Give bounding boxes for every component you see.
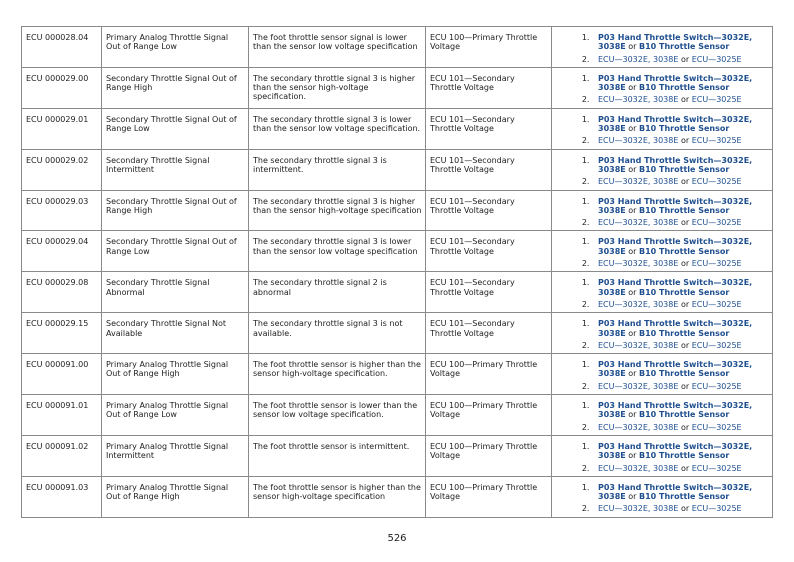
dtc-name: Secondary Throttle Signal Abnormal [102, 272, 249, 313]
dtc-description: The secondary throttle signal 3 is higher than the sensor high-voltage specification [249, 190, 426, 231]
dtc-description: The secondary throttle signal 3 is not available. [249, 313, 426, 354]
dtc-description: The foot throttle sensor is higher than the sensor high-voltage specification. [249, 354, 426, 395]
dtc-fix [552, 190, 773, 231]
dtc-fix [552, 354, 773, 395]
fix-step-1: 1. P03 Hand Throttle Switch—3032E, 3038E or B10 Throttle Sensor [592, 483, 769, 502]
dtc-code: ECU 000029.04 [22, 231, 102, 272]
fix-step-2: 2. ECU—3032E, 3038E or ECU—3025E [592, 55, 769, 64]
fix-step-2: 2. ECU—3032E, 3038E or ECU—3025E [592, 95, 769, 104]
table-row [22, 149, 773, 190]
dtc-code: ECU 000029.01 [22, 108, 102, 149]
fix-step-1: 1. P03 Hand Throttle Switch—3032E, 3038E or B10 Throttle Sensor [592, 33, 769, 52]
hand-throttle-link[interactable]: P03 Hand Throttle Switch—3032E, 3038E [598, 73, 753, 93]
ecu-3025e-link[interactable]: ECU—3025E [691, 177, 742, 187]
dtc-fix [552, 149, 773, 190]
ecu-link[interactable]: ECU—3032E, 3038E [598, 259, 679, 269]
ecu-3025e-link[interactable]: ECU—3025E [691, 299, 742, 309]
throttle-sensor-link[interactable]: B10 Throttle Sensor [639, 205, 730, 215]
fix-step-2: 2. ECU—3032E, 3038E or ECU—3025E [592, 423, 769, 432]
ecu-link[interactable]: ECU—3032E, 3038E [598, 381, 679, 391]
dtc-description: The foot throttle sensor is higher than the sensor high-voltage specification [249, 476, 426, 517]
ecu-link[interactable]: ECU—3032E, 3038E [598, 422, 679, 432]
ecu-3025e-link[interactable]: ECU—3025E [691, 463, 742, 473]
ecu-3025e-link[interactable]: ECU—3025E [691, 422, 742, 432]
ecu-link[interactable]: ECU—3032E, 3038E [598, 136, 679, 146]
ecu-3025e-link[interactable]: ECU—3025E [691, 259, 742, 269]
dtc-description: The secondary throttle signal 2 is abnormal [249, 272, 426, 313]
dtc-code: ECU 000091.01 [22, 395, 102, 436]
ecu-link[interactable]: ECU—3032E, 3038E [598, 54, 679, 64]
table-row [22, 27, 773, 68]
table-row [22, 108, 773, 149]
dtc-source: ECU 100—Primary Throttle Voltage [426, 476, 552, 517]
dtc-name: Primary Analog Throttle Signal Out of Range Low [102, 395, 249, 436]
ecu-link[interactable]: ECU—3032E, 3038E [598, 299, 679, 309]
fix-step-1: 1. P03 Hand Throttle Switch—3032E, 3038E or B10 Throttle Sensor [592, 197, 769, 216]
fix-step-2: 2. ECU—3032E, 3038E or ECU—3025E [592, 464, 769, 473]
dtc-name: Secondary Throttle Signal Out of Range High [102, 67, 249, 108]
dtc-code: ECU 000029.03 [22, 190, 102, 231]
ecu-3025e-link[interactable]: ECU—3025E [691, 136, 742, 146]
fix-step-1: 1. P03 Hand Throttle Switch—3032E, 3038E or B10 Throttle Sensor [592, 360, 769, 379]
throttle-sensor-link[interactable]: B10 Throttle Sensor [639, 451, 730, 461]
ecu-3025e-link[interactable]: ECU—3025E [691, 54, 742, 64]
dtc-source: ECU 100—Primary Throttle Voltage [426, 27, 552, 68]
fix-step-1: 1. P03 Hand Throttle Switch—3032E, 3038E or B10 Throttle Sensor [592, 74, 769, 93]
dtc-name: Primary Analog Throttle Signal Out of Range Low [102, 27, 249, 68]
ecu-3025e-link[interactable]: ECU—3025E [691, 381, 742, 391]
hand-throttle-link[interactable]: P03 Hand Throttle Switch—3032E, 3038E [598, 441, 753, 461]
dtc-source: ECU 101—Secondary Throttle Voltage [426, 108, 552, 149]
hand-throttle-link[interactable]: P03 Hand Throttle Switch—3032E, 3038E [598, 155, 753, 174]
dtc-source: ECU 100—Primary Throttle Voltage [426, 354, 552, 395]
dtc-description: The secondary throttle signal 3 is higher than the sensor high-voltage specification. [249, 67, 426, 108]
fix-step-1: 1. P03 Hand Throttle Switch—3032E, 3038E or B10 Throttle Sensor [592, 442, 769, 461]
fix-step-2: 2. ECU—3032E, 3038E or ECU—3025E [592, 259, 769, 268]
dtc-name: Secondary Throttle Signal Out of Range Low [102, 231, 249, 272]
table-row [22, 354, 773, 395]
dtc-source: ECU 101—Secondary Throttle Voltage [426, 149, 552, 190]
dtc-fix [552, 395, 773, 436]
throttle-sensor-link[interactable]: B10 Throttle Sensor [639, 328, 730, 338]
dtc-fix [552, 313, 773, 354]
dtc-code: ECU 000029.00 [22, 67, 102, 108]
ecu-3025e-link[interactable]: ECU—3025E [691, 218, 742, 228]
dtc-source: ECU 101—Secondary Throttle Voltage [426, 67, 552, 108]
dtc-table [21, 26, 773, 518]
table-row [22, 231, 773, 272]
dtc-fix [552, 27, 773, 68]
fix-step-2: 2. ECU—3032E, 3038E or ECU—3025E [592, 218, 769, 227]
fix-step-1: 1. P03 Hand Throttle Switch—3032E, 3038E or B10 Throttle Sensor [592, 156, 769, 175]
dtc-description: The foot throttle sensor is intermittent. [249, 435, 426, 476]
hand-throttle-link[interactable]: P03 Hand Throttle Switch—3032E, 3038E [598, 482, 753, 502]
dtc-description: The foot throttle sensor signal is lower than the sensor low voltage specification [249, 27, 426, 68]
dtc-description: The secondary throttle signal 3 is intermittent. [249, 149, 426, 190]
dtc-code: ECU 000029.08 [22, 272, 102, 313]
dtc-description: The foot throttle sensor is lower than the sensor low voltage specification. [249, 395, 426, 436]
hand-throttle-link[interactable]: P03 Hand Throttle Switch—3032E, 3038E [598, 278, 753, 297]
dtc-fix [552, 435, 773, 476]
fix-step-1: 1. P03 Hand Throttle Switch—3032E, 3038E or B10 Throttle Sensor [592, 319, 769, 338]
dtc-fix [552, 476, 773, 517]
hand-throttle-link[interactable]: P03 Hand Throttle Switch—3032E, 3038E [598, 33, 753, 52]
throttle-sensor-link[interactable]: B10 Throttle Sensor [639, 124, 730, 134]
dtc-description: The secondary throttle signal 3 is lower than the sensor low voltage specification [249, 231, 426, 272]
ecu-link[interactable]: ECU—3032E, 3038E [598, 463, 679, 473]
dtc-code: ECU 000091.03 [22, 476, 102, 517]
dtc-description: The secondary throttle signal 3 is lower than the sensor low voltage specification. [249, 108, 426, 149]
dtc-source: ECU 101—Secondary Throttle Voltage [426, 190, 552, 231]
hand-throttle-link[interactable]: P03 Hand Throttle Switch—3032E, 3038E [598, 114, 753, 134]
fix-step-2: 2. ECU—3032E, 3038E or ECU—3025E [592, 300, 769, 309]
hand-throttle-link[interactable]: P03 Hand Throttle Switch—3032E, 3038E [598, 319, 753, 338]
table-row [22, 395, 773, 436]
dtc-code: ECU 000028.04 [22, 27, 102, 68]
dtc-source: ECU 100—Primary Throttle Voltage [426, 395, 552, 436]
dtc-code: ECU 000091.02 [22, 435, 102, 476]
fix-step-2: 2. ECU—3032E, 3038E or ECU—3025E [592, 136, 769, 145]
ecu-3025e-link[interactable]: ECU—3025E [691, 504, 742, 514]
throttle-sensor-link[interactable]: B10 Throttle Sensor [639, 287, 730, 297]
dtc-source: ECU 101—Secondary Throttle Voltage [426, 313, 552, 354]
throttle-sensor-link[interactable]: B10 Throttle Sensor [639, 369, 730, 379]
fix-step-1: 1. P03 Hand Throttle Switch—3032E, 3038E or B10 Throttle Sensor [592, 115, 769, 134]
ecu-link[interactable]: ECU—3032E, 3038E [598, 218, 679, 228]
throttle-sensor-link[interactable]: B10 Throttle Sensor [639, 83, 730, 93]
dtc-name: Primary Analog Throttle Signal Intermittent [102, 435, 249, 476]
fix-step-1: 1. P03 Hand Throttle Switch—3032E, 3038E or B10 Throttle Sensor [592, 401, 769, 420]
hand-throttle-link[interactable]: P03 Hand Throttle Switch—3032E, 3038E [598, 360, 753, 379]
throttle-sensor-link[interactable]: B10 Throttle Sensor [639, 42, 730, 52]
hand-throttle-link[interactable]: P03 Hand Throttle Switch—3032E, 3038E [598, 196, 753, 215]
ecu-link[interactable]: ECU—3032E, 3038E [598, 95, 679, 105]
table-row [22, 476, 773, 517]
dtc-fix [552, 67, 773, 108]
table-row [22, 435, 773, 476]
dtc-code: ECU 000091.00 [22, 354, 102, 395]
fix-step-2: 2. ECU—3032E, 3038E or ECU—3025E [592, 341, 769, 350]
ecu-link[interactable]: ECU—3032E, 3038E [598, 504, 679, 514]
dtc-fix [552, 231, 773, 272]
ecu-3025e-link[interactable]: ECU—3025E [691, 340, 742, 350]
hand-throttle-link[interactable]: P03 Hand Throttle Switch—3032E, 3038E [598, 401, 753, 420]
dtc-source: ECU 101—Secondary Throttle Voltage [426, 272, 552, 313]
fix-step-2: 2. ECU—3032E, 3038E or ECU—3025E [592, 177, 769, 186]
ecu-link[interactable]: ECU—3032E, 3038E [598, 340, 679, 350]
throttle-sensor-link[interactable]: B10 Throttle Sensor [639, 246, 730, 256]
ecu-link[interactable]: ECU—3032E, 3038E [598, 177, 679, 187]
dtc-code: ECU 000029.02 [22, 149, 102, 190]
fix-step-2: 2. ECU—3032E, 3038E or ECU—3025E [592, 504, 769, 513]
dtc-fix [552, 272, 773, 313]
table-row [22, 272, 773, 313]
dtc-source: ECU 101—Secondary Throttle Voltage [426, 231, 552, 272]
fix-step-2: 2. ECU—3032E, 3038E or ECU—3025E [592, 382, 769, 391]
dtc-code: ECU 000029.15 [22, 313, 102, 354]
throttle-sensor-link[interactable]: B10 Throttle Sensor [639, 410, 730, 420]
page-number: 526 [387, 533, 407, 544]
dtc-name: Secondary Throttle Signal Out of Range High [102, 190, 249, 231]
throttle-sensor-link[interactable]: B10 Throttle Sensor [639, 492, 730, 502]
hand-throttle-link[interactable]: P03 Hand Throttle Switch—3032E, 3038E [598, 237, 753, 256]
dtc-name: Primary Analog Throttle Signal Out of Range High [102, 476, 249, 517]
dtc-name: Primary Analog Throttle Signal Out of Range High [102, 354, 249, 395]
table-row [22, 190, 773, 231]
dtc-fix [552, 108, 773, 149]
ecu-3025e-link[interactable]: ECU—3025E [691, 95, 742, 105]
table-row [22, 67, 773, 108]
dtc-name: Secondary Throttle Signal Not Available [102, 313, 249, 354]
throttle-sensor-link[interactable]: B10 Throttle Sensor [639, 164, 730, 174]
dtc-name: Secondary Throttle Signal Intermittent [102, 149, 249, 190]
fix-step-1: 1. P03 Hand Throttle Switch—3032E, 3038E or B10 Throttle Sensor [592, 237, 769, 256]
dtc-source: ECU 100—Primary Throttle Voltage [426, 435, 552, 476]
fix-step-1: 1. P03 Hand Throttle Switch—3032E, 3038E or B10 Throttle Sensor [592, 278, 769, 297]
table-row [22, 313, 773, 354]
dtc-name: Secondary Throttle Signal Out of Range Low [102, 108, 249, 149]
